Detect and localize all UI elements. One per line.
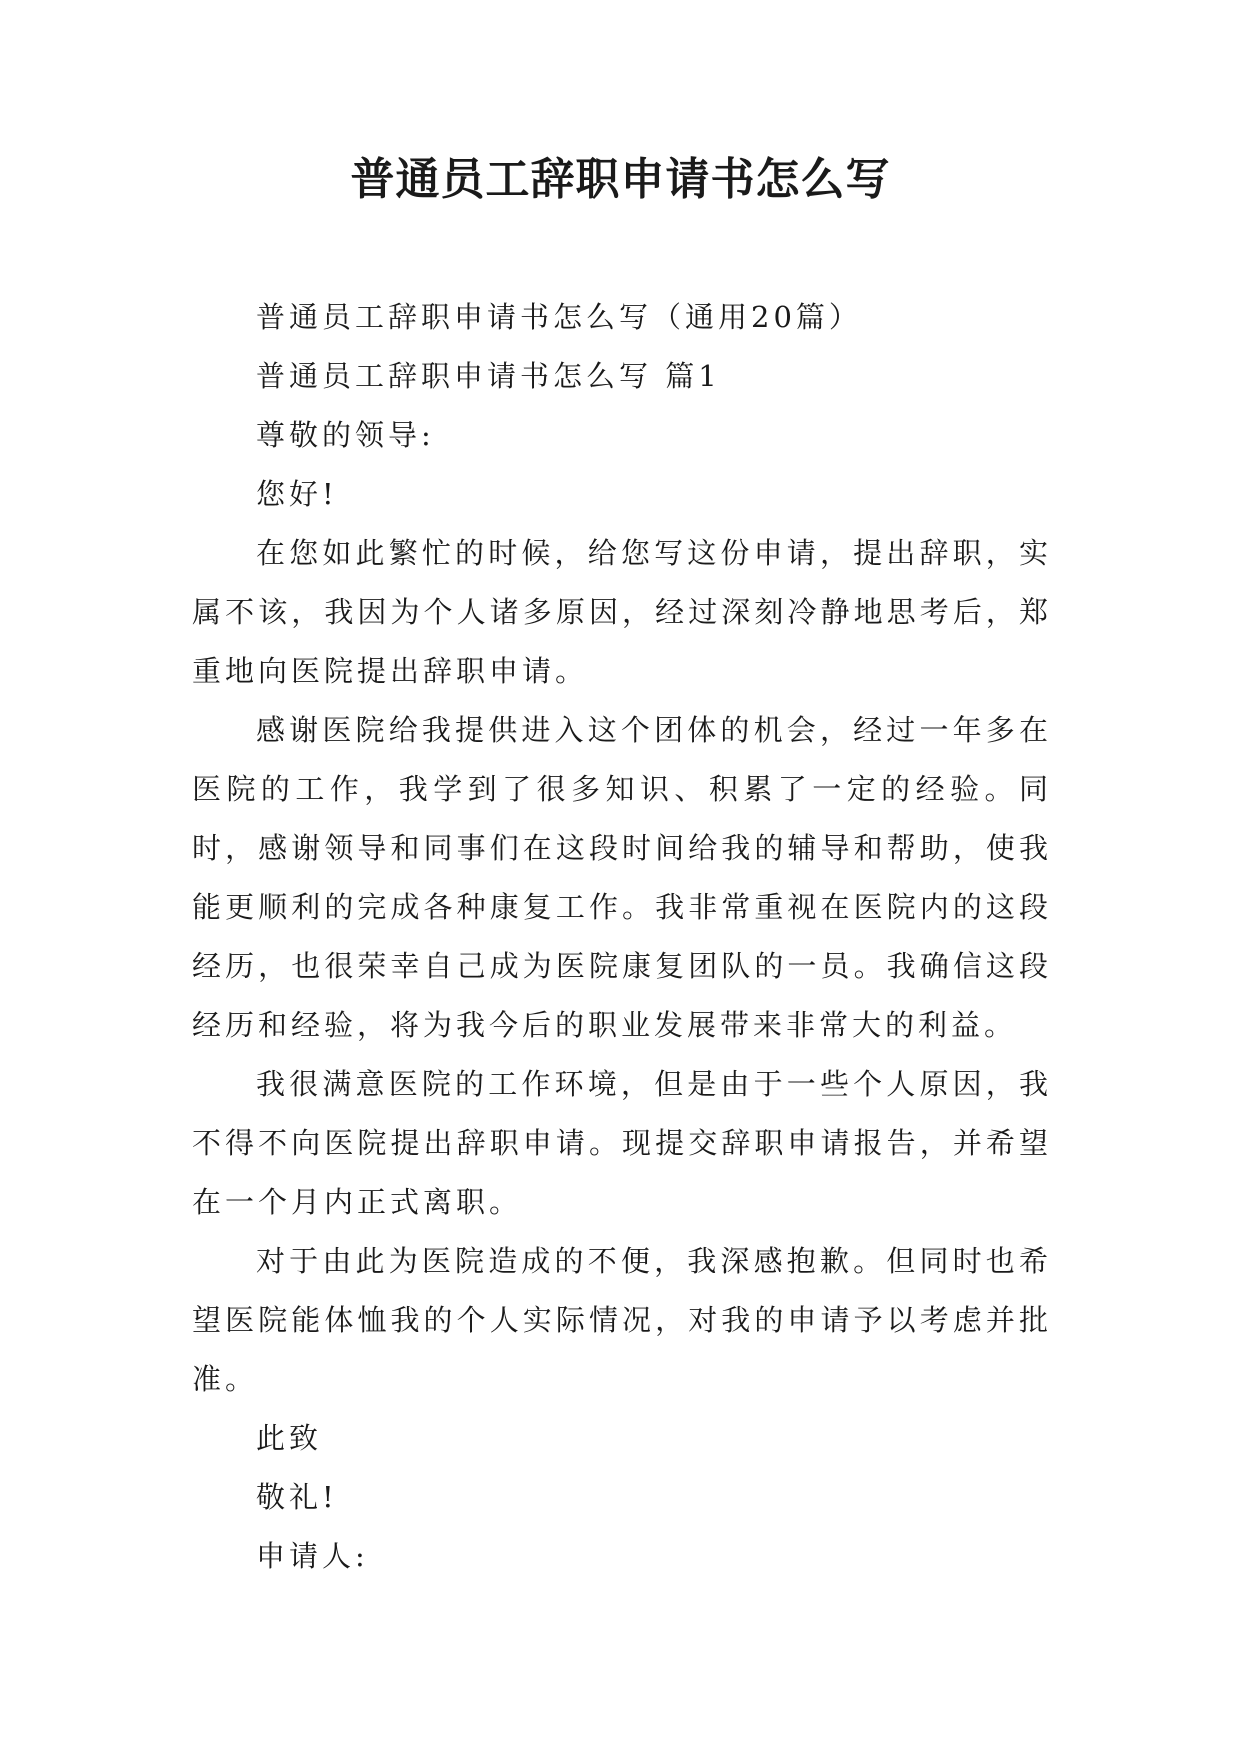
applicant-line: 申请人: [256,1539,369,1573]
body-paragraph: 对于由此为医院造成的不便，我深感抱歉。但同时也希望医院能体恤我的个人实际情况，对我的申请予以考虑并批准。 [192,1244,1052,1396]
closing-line: 此致 [256,1421,323,1455]
greeting: 您好! [256,477,338,511]
closing-salute: 敬礼! [256,1480,338,1514]
document-title: 普通员工辞职申请书怎么写 [350,154,891,205]
document-body [192,288,1052,1586]
body-paragraph: 感谢医院给我提供进入这个团体的机会，经过一年多在医院的工作，我学到了很多知识、积累了一定的经验。同时，感谢领导和同事们在这段时间给我的辅导和帮助，使我能更顺利的完成各种康复工作。我非常重视在医院内的这段经历，也很荣幸自己成为医院康复团队的一员。我确信这段经历和经验，将为我今后的职业发展带来非常大的利益。 [192,713,1052,1042]
body-paragraph: 在您如此繁忙的时候，给您写这份申请，提出辞职，实属不该，我因为个人诸多原因，经过深刻冷静地思考后，郑重地向医院提出辞职申请。 [192,536,1052,688]
subtitle-line: 普通员工辞职申请书怎么写（通用20篇） [256,300,862,334]
body-paragraph: 我很满意医院的工作环境，但是由于一些个人原因，我不得不向医院提出辞职申请。现提交辞职申请报告，并希望在一个月内正式离职。 [192,1067,1052,1219]
salutation: 尊敬的领导: [256,418,435,452]
section-heading: 普通员工辞职申请书怎么写 篇1 [256,359,721,393]
